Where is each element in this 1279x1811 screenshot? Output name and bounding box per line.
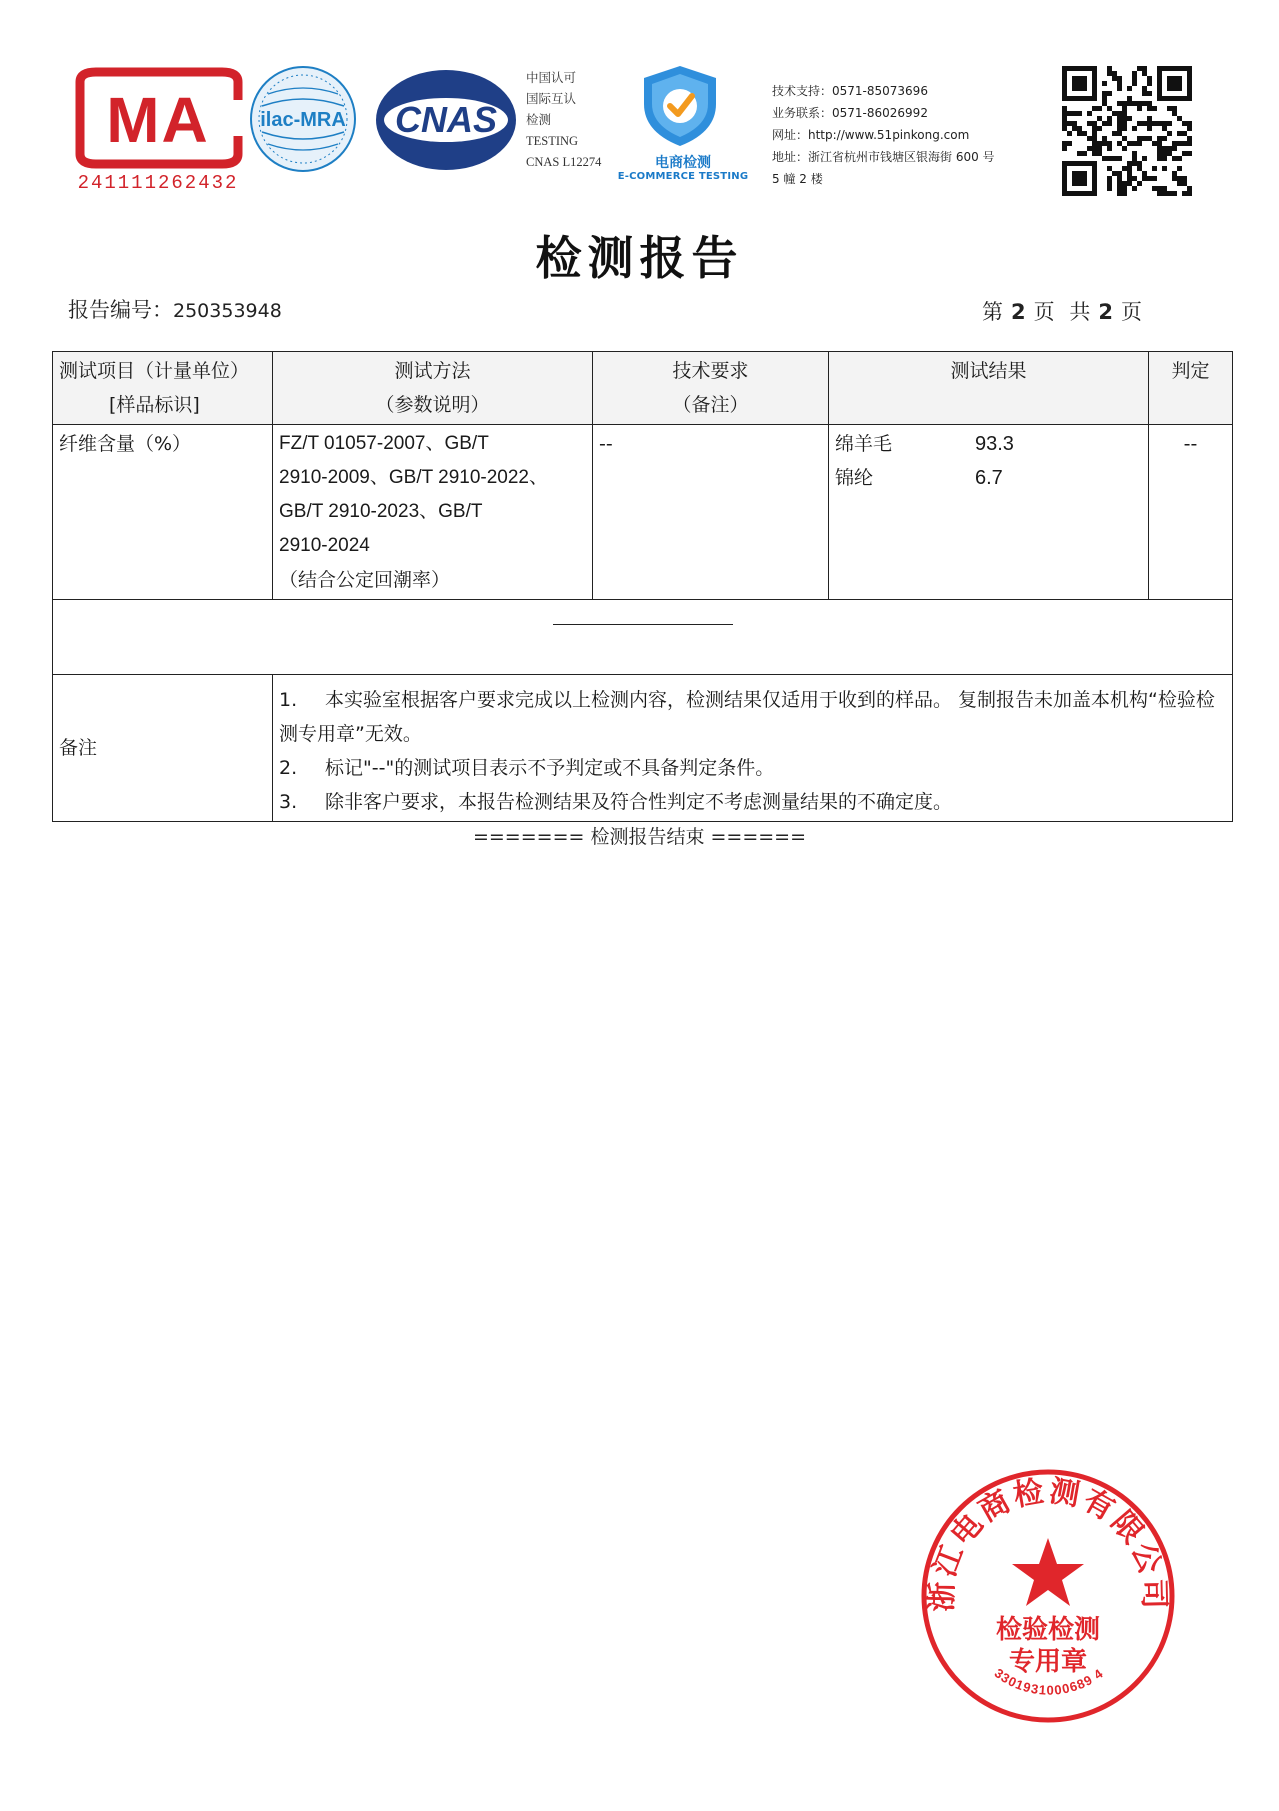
method-line: 2910-2024 [279, 535, 370, 556]
note-number: 3. [279, 791, 298, 813]
report-number-value: 250353948 [173, 300, 282, 322]
cnas-line: 检测 [526, 113, 552, 127]
header-line: 技术要求 [672, 360, 749, 382]
page-prefix: 第 [982, 300, 1007, 324]
page-current: 2 [1011, 300, 1030, 324]
fiber-name: 绵羊毛 [835, 433, 893, 455]
qr-code-icon [1062, 66, 1192, 200]
company-seal [918, 1466, 1178, 1730]
contact-business: 业务联系：0571-86026992 [772, 106, 928, 120]
header-result [829, 352, 1149, 425]
report-number [68, 294, 282, 324]
cnas-line: 国际互认 [526, 92, 577, 106]
method-line: （结合公定回潮率） [279, 569, 451, 591]
report-number-label: 报告编号： [68, 298, 173, 322]
note-item [279, 785, 1226, 819]
header-line: （备注） [672, 394, 749, 416]
cell-test-method [273, 425, 593, 600]
notes-label: 备注 [53, 675, 273, 822]
note-number: 1. [279, 689, 298, 711]
cell-verdict: -- [1149, 425, 1233, 600]
note-number: 2. [279, 757, 298, 779]
header-verdict [1149, 352, 1233, 425]
seal-number: 3301931000689 4 [991, 1665, 1107, 1698]
notes-content [273, 675, 1233, 822]
page-mid2: 共 [1069, 300, 1095, 324]
method-line: 2910-2009、GB/T 2910-2022、 [279, 467, 548, 488]
cma-mark: MA [106, 84, 210, 156]
cnas-line: 中国认可 [526, 71, 577, 85]
cell-result [829, 425, 1149, 600]
cnas-line: TESTING [526, 134, 579, 148]
note-text: 标记"--"的测试项目表示不予判定或不具备判定条件。 [325, 757, 775, 779]
method-line: GB/T 2910-2023、GB/T [279, 501, 483, 522]
report-table [52, 351, 1233, 822]
table-header-row [53, 352, 1233, 425]
header-requirement [593, 352, 829, 425]
cell-test-item: 纤维含量（%） [53, 425, 273, 600]
blank-cell [53, 600, 1233, 675]
seal-line1: 检验检测 [995, 1615, 1101, 1645]
page-total: 2 [1098, 300, 1117, 324]
fiber-value: 6.7 [975, 467, 1003, 489]
table-row-blank [53, 600, 1233, 675]
table-row [53, 425, 1233, 600]
report-end-marker: ======= 检测报告结束 ====== [472, 826, 807, 848]
ecommerce-shield-icon [632, 62, 728, 154]
result-line [835, 427, 1142, 461]
header-test-method [273, 352, 593, 425]
ilac-mark: ilac-MRA [260, 109, 346, 131]
notes-row [53, 675, 1233, 822]
contact-address: 地址：浙江省杭州市钱塘区银海街 600 号 [772, 150, 995, 164]
seal-star-icon [1012, 1538, 1084, 1606]
page-suffix: 页 [1120, 300, 1146, 324]
note-text: 本实验室根据客户要求完成以上检测内容，检测结果仅适用于收到的样品。 复制报告未加盖本机构“检验检测专用章”无效。 [279, 689, 1215, 745]
header-line: 测试结果 [950, 360, 1027, 382]
cnas-logo [374, 68, 518, 176]
divider [553, 624, 733, 625]
header-line: 判定 [1171, 360, 1210, 382]
contact-info [772, 80, 995, 190]
cnas-line: CNAS L12274 [526, 155, 602, 169]
page-mid1: 页 [1033, 300, 1059, 324]
cma-number: 241111262432 [77, 172, 239, 194]
ilac-mra-logo [248, 64, 358, 178]
header-line: 测试项目（计量单位） [59, 360, 250, 382]
seal-line2: 专用章 [1008, 1647, 1088, 1677]
page-indicator [982, 296, 1146, 326]
header-line: 测试方法 [394, 360, 471, 382]
method-line: FZ/T 01057-2007、GB/T [279, 433, 489, 454]
ecommerce-subtitle: E-COMMERCE TESTING [617, 171, 749, 182]
cnas-mark: CNAS [394, 99, 498, 140]
header-test-item [53, 352, 273, 425]
fiber-value: 93.3 [975, 433, 1014, 455]
result-line [835, 461, 1142, 495]
ecommerce-title: 电商检测 [655, 155, 711, 171]
fiber-name: 锦纶 [835, 467, 874, 489]
seal-arc-text: 浙江电商检测有限公司 [924, 1473, 1172, 1613]
contact-tech-support: 技术支持：0571-85073696 [772, 84, 928, 98]
note-item [279, 751, 1226, 785]
note-item [279, 683, 1226, 751]
note-text: 除非客户要求，本报告检测结果及符合性判定不考虑测量结果的不确定度。 [325, 791, 953, 813]
cell-requirement: -- [593, 425, 829, 600]
header-line: （参数说明） [375, 394, 490, 416]
page-title: 检测报告 [535, 231, 744, 285]
cnas-text [526, 68, 601, 173]
header-line: [样品标识] [109, 394, 200, 416]
cma-logo [74, 66, 244, 174]
contact-website: 网址：http://www.51pinkong.com [772, 128, 970, 142]
contact-address-2: 5 幢 2 楼 [772, 172, 823, 186]
